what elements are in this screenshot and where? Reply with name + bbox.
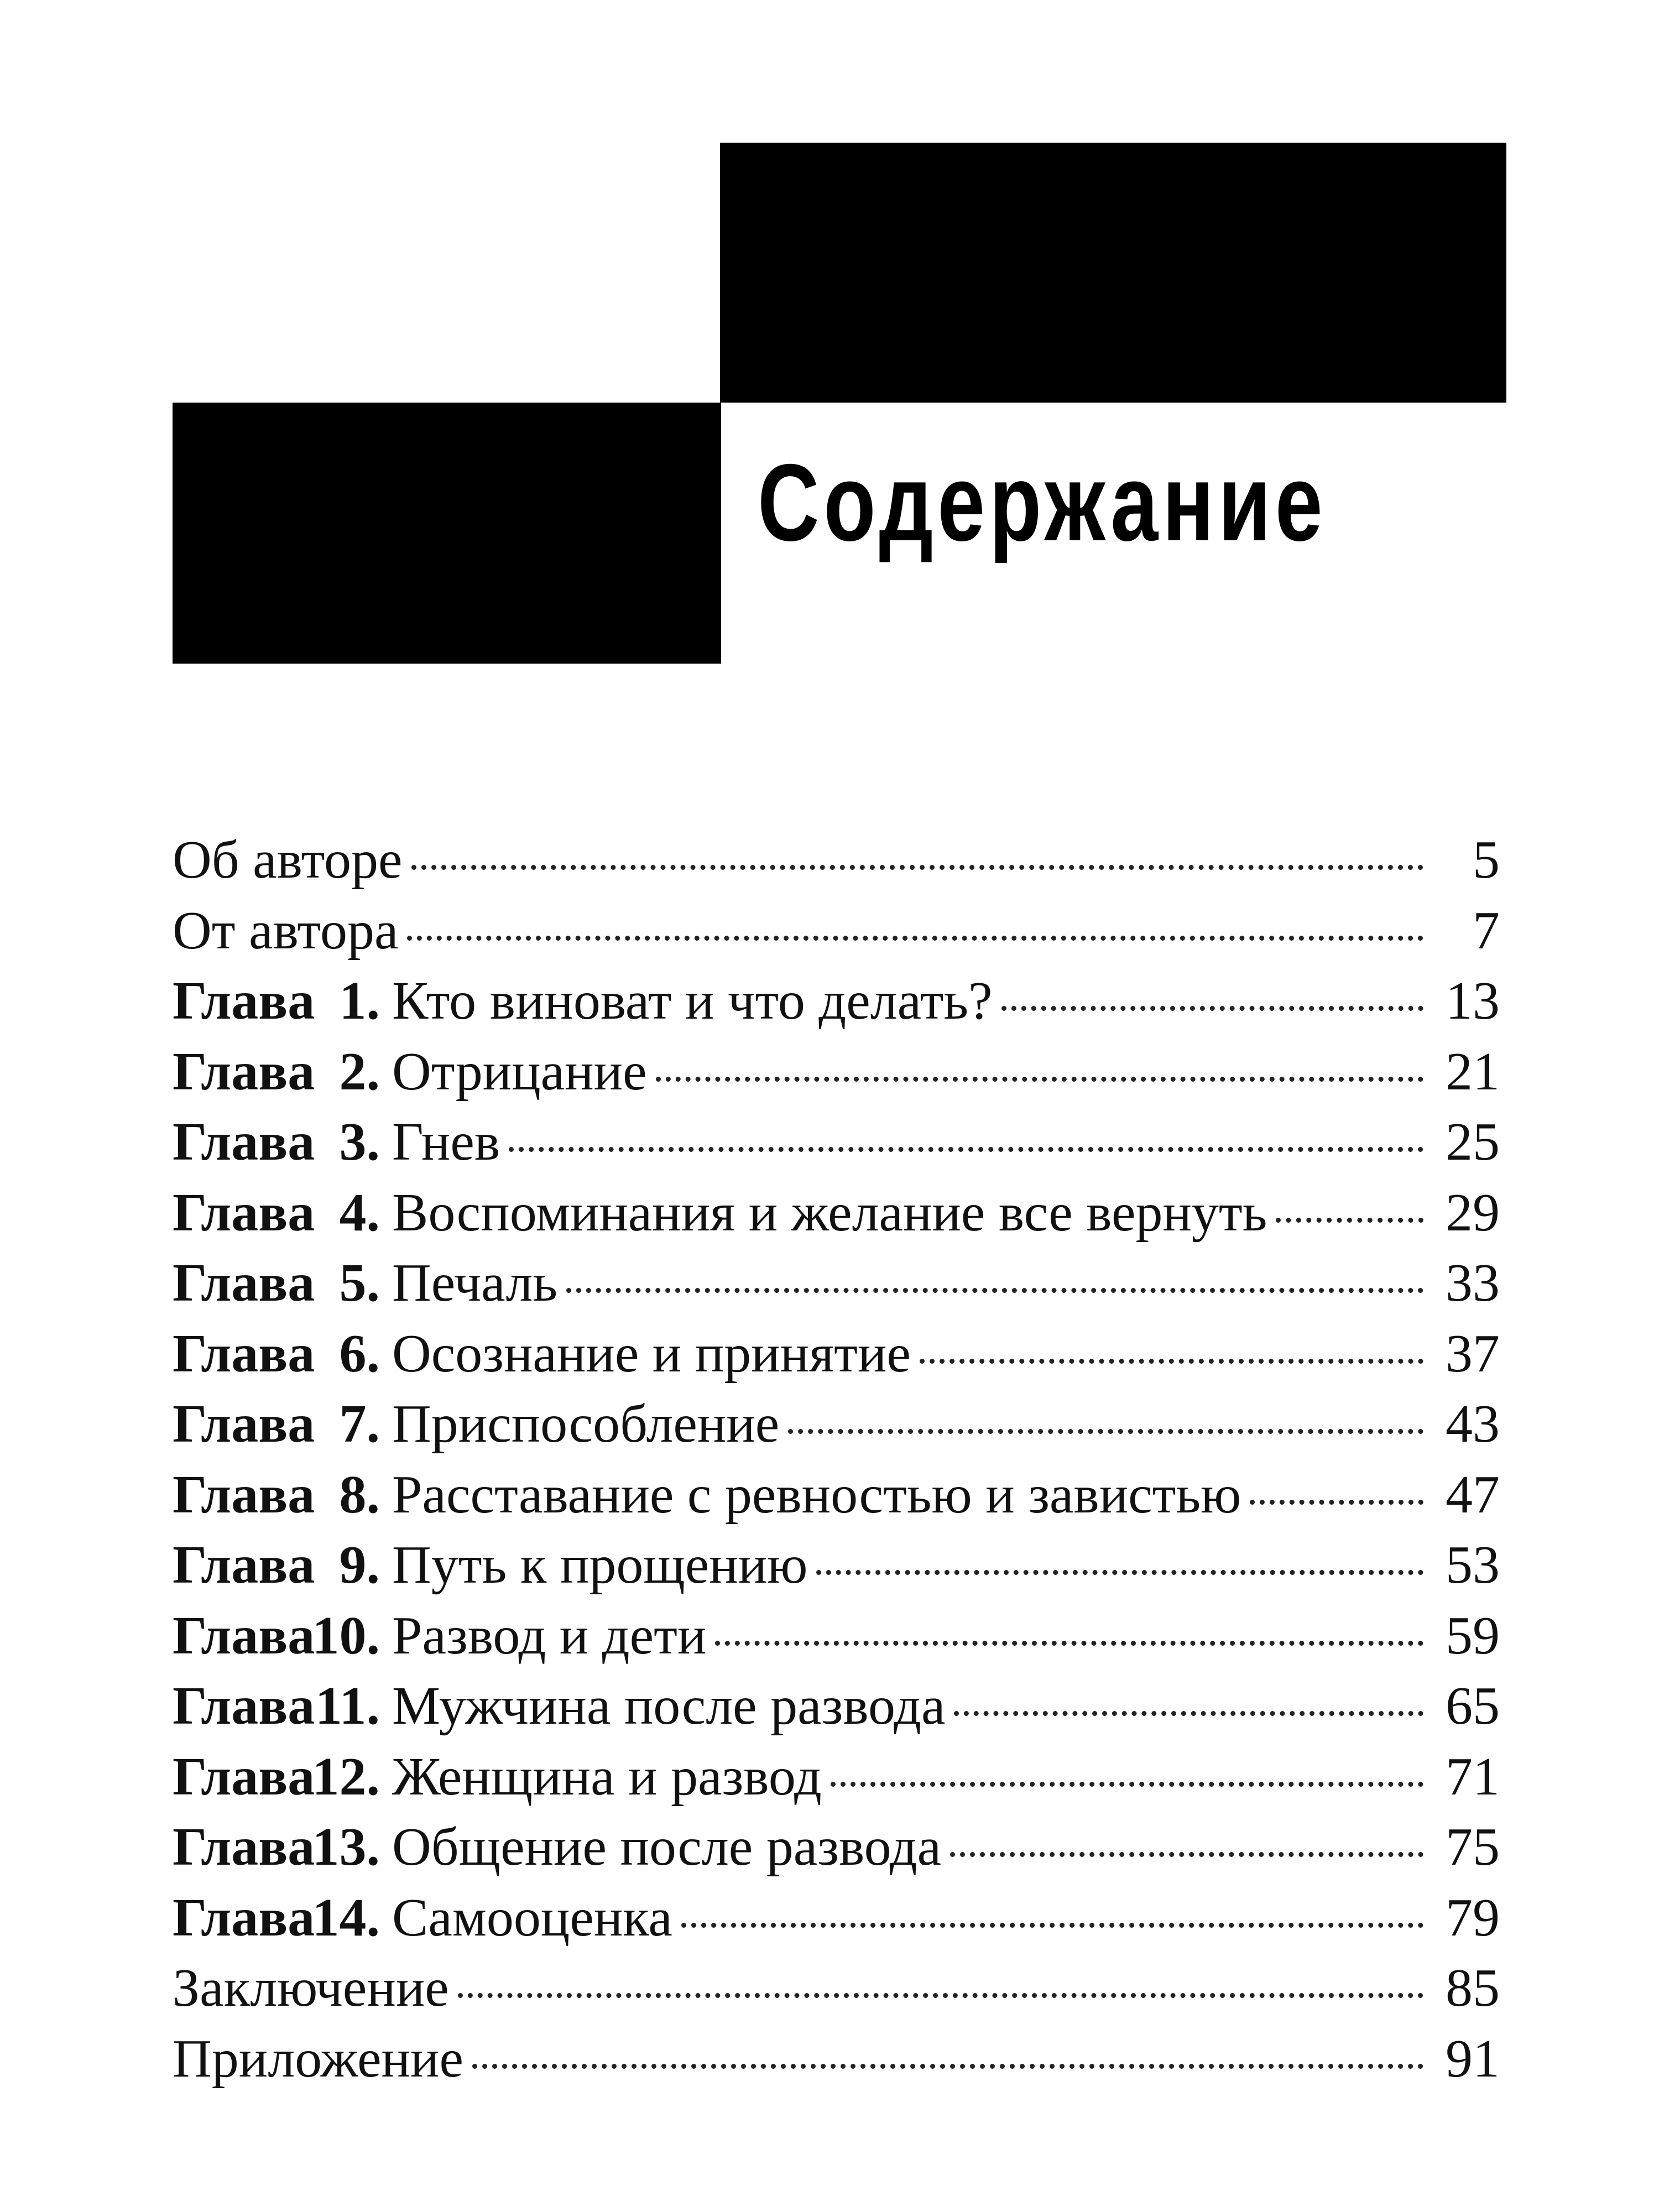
dot-leader <box>1276 1218 1423 1223</box>
toc-entry-title: Развод и дети <box>392 1605 707 1666</box>
toc-entry <box>173 1953 1500 2024</box>
dot-leader <box>1250 1500 1423 1505</box>
toc-page-number: 25 <box>1446 1112 1500 1172</box>
chapter-label: Глава <box>173 1676 315 1736</box>
toc-page-number: 71 <box>1446 1746 1500 1807</box>
toc-entry <box>173 1389 1500 1460</box>
chapter-label: Глава <box>173 1253 315 1313</box>
dot-leader <box>950 1852 1423 1857</box>
toc-entry-title: Кто виноват и что делать? <box>392 971 993 1031</box>
dot-leader <box>788 1429 1423 1434</box>
toc-entry <box>173 2024 1500 2095</box>
toc-entry-title: Заключение <box>173 1958 449 2018</box>
dot-leader <box>472 2064 1423 2069</box>
chapter-number: 13. <box>312 1817 380 1877</box>
toc-entry <box>173 1742 1500 1813</box>
chapter-number: 10. <box>312 1605 380 1666</box>
chapter-number: 2. <box>339 1041 380 1102</box>
toc-entry <box>173 1671 1500 1742</box>
toc-entry <box>173 1601 1500 1672</box>
chapter-number: 3. <box>339 1112 380 1172</box>
toc-entry <box>173 1248 1500 1319</box>
chapter-label: Глава <box>173 1041 315 1102</box>
toc-page-number: 5 <box>1473 830 1500 890</box>
dot-leader <box>411 865 1424 870</box>
toc-page-number: 85 <box>1446 1958 1500 2018</box>
toc-entry-title: Расставание с ревностью и завистью <box>392 1464 1241 1525</box>
chapter-label: Глава <box>173 1746 315 1807</box>
toc-page-number: 7 <box>1473 900 1500 961</box>
toc-page-number: 75 <box>1446 1817 1500 1877</box>
toc-page-number: 53 <box>1446 1535 1500 1595</box>
chapter-label: Глава <box>173 1605 315 1666</box>
dot-leader <box>458 1993 1423 1998</box>
chapter-number: 11. <box>315 1676 380 1736</box>
toc-entry <box>173 1178 1500 1249</box>
toc-page-number: 79 <box>1446 1887 1500 1948</box>
dot-leader <box>407 936 1423 941</box>
chapter-label: Глава <box>173 1887 315 1948</box>
toc-page-number: 37 <box>1446 1323 1500 1384</box>
dot-leader <box>954 1711 1423 1716</box>
toc-entry <box>173 825 1500 896</box>
toc-entry <box>173 1812 1500 1883</box>
toc-entry-title: Приспособление <box>392 1394 780 1454</box>
page-title: Содержание <box>758 441 1327 564</box>
toc-entry-title: Путь к прощению <box>392 1535 808 1595</box>
chapter-label: Глава <box>173 1112 315 1172</box>
toc-entry <box>173 1883 1500 1954</box>
toc-entry <box>173 966 1500 1037</box>
chapter-label: Глава <box>173 1182 315 1243</box>
decorative-black-block-left <box>173 403 721 664</box>
toc-entry-title: Об авторе <box>173 830 403 890</box>
decorative-black-block-top <box>720 143 1506 403</box>
chapter-label: Глава <box>173 1464 315 1525</box>
dot-leader <box>715 1641 1423 1646</box>
toc-entry-title: Мужчина после развода <box>392 1676 946 1736</box>
chapter-number: 1. <box>339 971 380 1031</box>
toc-page-number: 47 <box>1446 1464 1500 1525</box>
table-of-contents <box>173 825 1500 2094</box>
chapter-label: Глава <box>173 1535 315 1595</box>
chapter-number: 4. <box>339 1182 380 1243</box>
toc-page-number: 91 <box>1446 2028 1500 2089</box>
dot-leader <box>566 1288 1423 1293</box>
dot-leader <box>1001 1006 1423 1011</box>
chapter-number: 12. <box>312 1746 380 1807</box>
chapter-number: 6. <box>339 1323 380 1384</box>
toc-page-number: 29 <box>1446 1182 1500 1243</box>
toc-entry-title: Женщина и развод <box>392 1746 822 1807</box>
chapter-number: 7. <box>339 1394 380 1454</box>
toc-entry <box>173 1107 1500 1178</box>
chapter-number: 5. <box>339 1253 380 1313</box>
toc-entry <box>173 1037 1500 1108</box>
chapter-number: 9. <box>339 1535 380 1595</box>
chapter-label: Глава <box>173 1323 315 1384</box>
toc-page-number: 65 <box>1446 1676 1500 1736</box>
toc-entry-title: Печаль <box>392 1253 558 1313</box>
toc-page-number: 13 <box>1446 971 1500 1031</box>
toc-entry-title: Приложение <box>173 2028 463 2089</box>
chapter-label: Глава <box>173 1394 315 1454</box>
toc-page-number: 43 <box>1446 1394 1500 1454</box>
toc-entry-title: Общение после развода <box>392 1817 942 1877</box>
chapter-number: 8. <box>339 1464 380 1525</box>
toc-entry-title: От автора <box>173 900 399 961</box>
toc-entry-title: Самооценка <box>392 1887 672 1948</box>
dot-leader <box>831 1782 1423 1787</box>
toc-entry-title: Осознание и принятие <box>392 1323 911 1384</box>
chapter-label: Глава <box>173 971 315 1031</box>
toc-entry-title: Отрицание <box>392 1041 647 1102</box>
toc-page-number: 21 <box>1446 1041 1500 1102</box>
toc-entry-title: Воспоминания и желание все вернуть <box>392 1182 1267 1243</box>
dot-leader <box>509 1147 1423 1152</box>
dot-leader <box>920 1359 1423 1364</box>
toc-entry <box>173 1530 1500 1601</box>
dot-leader <box>681 1923 1423 1928</box>
dot-leader <box>656 1077 1423 1082</box>
toc-page-number: 59 <box>1446 1605 1500 1666</box>
dot-leader <box>816 1570 1423 1575</box>
toc-entry <box>173 896 1500 967</box>
toc-page-number: 33 <box>1446 1253 1500 1313</box>
chapter-number: 14. <box>312 1887 380 1948</box>
toc-entry <box>173 1460 1500 1531</box>
chapter-label: Глава <box>173 1817 315 1877</box>
toc-entry-title: Гнев <box>392 1112 500 1172</box>
toc-entry <box>173 1319 1500 1390</box>
